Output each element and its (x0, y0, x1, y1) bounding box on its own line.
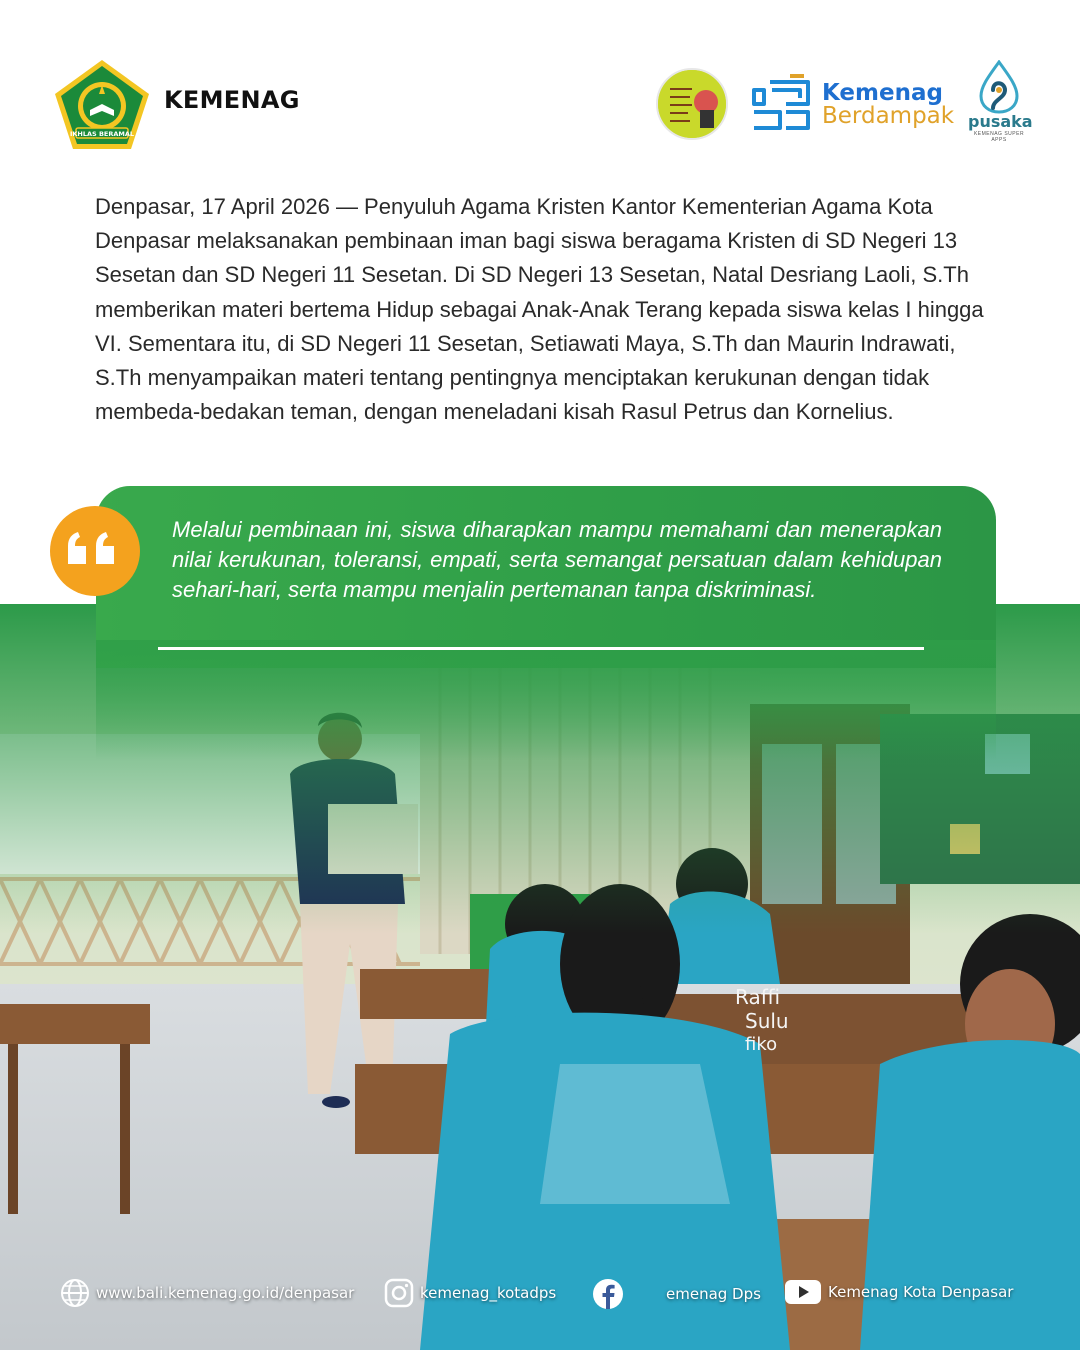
berdampak-logo (750, 74, 812, 136)
brand-name: KEMENAG (164, 86, 300, 114)
header (0, 0, 1080, 175)
desk-writing-3: fiko (745, 1034, 778, 1055)
website-text: www.bali.kemenag.go.id/denpasar (96, 1284, 355, 1302)
footer-social-bar (0, 1270, 1080, 1320)
moderasi-beragama-badge (656, 68, 728, 140)
quote-card-fade (96, 640, 996, 760)
article-body: Denpasar, 17 April 2026 — Penyuluh Agama Kristen Kantor Kementerian Agama Kota Denpasar melaksanakan pembinaan iman bagi siswa beragama Kristen di SD Negeri 13 Sesetan dan SD Negeri 11 Sesetan. Di SD Negeri 13 Sesetan, Natal Desriang Laoli, S.Th memberikan materi bertema Hidup sebagai Anak-Anak Terang kepada siswa kelas I hingga VI. Sementara itu, di SD Negeri 11 Sesetan, Setiawati Maya, S.Th dan Maurin Indrawati, S.Th menyampaikan materi tentang pentingnya menciptakan kerukunan dengan tidak membeda-bedakan teman, dengan meneladani kisah Rasul Petrus dan Kornelius. (95, 194, 984, 425)
website-link[interactable] (60, 1278, 354, 1308)
quote-text: Melalui pembinaan ini, siswa diharapkan mampu memahami dan menerapkan nilai kerukunan, toleransi, empati, serta semangat persatuan dalam kehidupan sehari-hari, serta mampu menjalin pertemanan tanpa diskriminasi. (172, 517, 942, 602)
facebook-icon (592, 1278, 624, 1310)
facebook-link[interactable] (592, 1278, 761, 1310)
instagram-icon (384, 1278, 414, 1308)
quote-divider (158, 647, 924, 650)
facebook-text: emenag Dps (666, 1285, 761, 1303)
youtube-text: Kemenag Kota Denpasar (828, 1283, 1014, 1301)
instagram-link[interactable] (384, 1278, 556, 1308)
youtube-icon (784, 1278, 822, 1306)
kemenag-logo (52, 58, 152, 152)
pusaka-word: pusaka (968, 112, 1033, 131)
pusaka-logo (968, 60, 1033, 144)
desk-writing-1: Raffi (735, 985, 781, 1009)
pusaka-subtitle: KEMENAG SUPER APPS (973, 131, 1025, 143)
berdampak-text (822, 82, 954, 128)
desk-writing-2: Sulu (745, 1009, 789, 1033)
globe-icon (60, 1278, 90, 1308)
quote-mark-icon (50, 506, 140, 596)
logo-ribbon-text: IKHLAS BERAMAL (69, 130, 135, 138)
berdampak-line-2: Berdampak (822, 103, 955, 129)
youtube-link[interactable] (784, 1278, 1013, 1306)
pusaka-drop-icon (979, 60, 1019, 114)
berdampak-line-1: Kemenag (822, 80, 943, 106)
instagram-text: kemenag_kotadps (420, 1284, 557, 1302)
